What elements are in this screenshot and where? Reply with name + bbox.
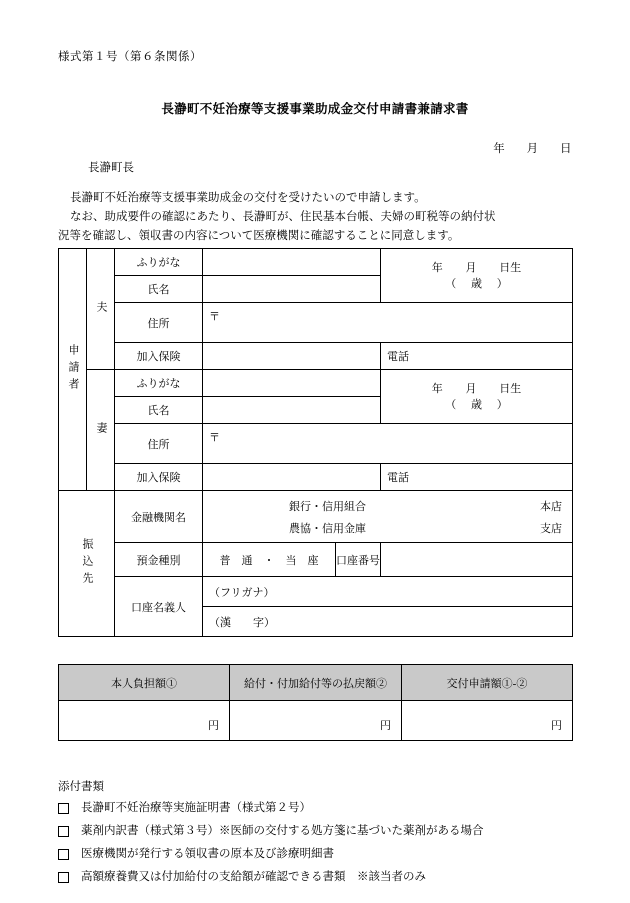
- attachment-label: 薬剤内訳書（様式第３号）※医師の交付する処方箋に基づいた薬剤がある場合: [81, 825, 484, 837]
- husband-address-field[interactable]: [203, 303, 573, 343]
- deposit-type-label: 預金種別: [115, 543, 203, 577]
- wife-insurance-field[interactable]: [203, 464, 381, 491]
- checkbox-icon[interactable]: [58, 803, 69, 814]
- wife-tel-label: 電話: [387, 472, 409, 484]
- table-row: [59, 577, 573, 607]
- form-number: 様式第１号（第６条関係）: [58, 51, 202, 63]
- amount-header-refund: 給付・付加給付等の払戻額②: [230, 665, 402, 701]
- husband-birth-month: 月: [465, 261, 477, 274]
- amount-value-self[interactable]: 円: [59, 701, 230, 741]
- paragraph-2: なお、助成要件の確認にあたり、長瀞町が、住民基本台帳、夫婦の町税等の納付状: [70, 211, 496, 223]
- deposit-type-cell[interactable]: [203, 543, 381, 577]
- intro-paragraphs: [58, 189, 573, 246]
- deposit-type-value[interactable]: 普 通 ・ 当 座: [203, 543, 336, 576]
- amount-value-refund[interactable]: 円: [230, 701, 402, 741]
- bank-type-1: 銀行・信用組合: [289, 500, 366, 513]
- paragraph-1: 長瀞町不妊治療等支援事業助成金の交付を受けたいので申請します。: [70, 192, 426, 204]
- date-line: [475, 140, 572, 156]
- wife-name-field[interactable]: [203, 397, 381, 424]
- amount-header-self: 本人負担額①: [59, 665, 230, 701]
- transfer-label-cell: [59, 491, 115, 637]
- husband-birth: [387, 260, 566, 292]
- table-row: [59, 491, 573, 543]
- bank-institution-label: 金融機関名: [115, 491, 203, 543]
- amount-table: [58, 664, 573, 741]
- account-holder-kanji-hint: （漢 字）: [209, 616, 275, 629]
- husband-furigana-label: ふりがな: [115, 249, 203, 276]
- wife-age-open: （: [445, 398, 457, 411]
- wife-birth: [387, 381, 566, 413]
- attachment-label: 高額療養費又は付加給付の支給額が確認できる書類 ※該当者のみ: [81, 871, 426, 883]
- wife-birth-day: 日生: [499, 382, 522, 395]
- husband-name-label: 氏名: [115, 276, 203, 303]
- account-holder-kanji-field[interactable]: [203, 607, 573, 637]
- account-holder-label: 口座名義人: [115, 577, 203, 637]
- wife-furigana-label: ふりがな: [115, 370, 203, 397]
- addressee: 長瀞町長: [88, 162, 134, 174]
- table-row: [59, 701, 573, 741]
- wife-name-label: 氏名: [115, 397, 203, 424]
- account-number-label: 口座番号: [336, 554, 380, 567]
- list-item[interactable]: [58, 800, 484, 816]
- husband-label: 夫: [95, 300, 107, 318]
- attachments-list: [58, 800, 484, 892]
- checkbox-icon[interactable]: [58, 826, 69, 837]
- husband-age: 歳: [471, 277, 482, 290]
- bank-institution-field[interactable]: [203, 491, 573, 543]
- account-number-field[interactable]: [381, 543, 573, 577]
- postal-mark-icon: 〒: [209, 311, 220, 323]
- husband-label-cell: [87, 249, 115, 370]
- transfer-label: 振込先: [81, 538, 93, 589]
- table-row: [59, 343, 573, 370]
- table-row: [59, 249, 573, 276]
- wife-label: 妻: [95, 421, 107, 439]
- list-item[interactable]: [58, 846, 484, 862]
- postal-mark-icon: 〒: [209, 432, 220, 444]
- wife-furigana-field[interactable]: [203, 370, 381, 397]
- husband-furigana-field[interactable]: [203, 249, 381, 276]
- wife-label-cell: [87, 370, 115, 491]
- attachment-label: 長瀞町不妊治療等実施証明書（様式第２号）: [81, 802, 311, 814]
- checkbox-icon[interactable]: [58, 872, 69, 883]
- paragraph-3: 況等を確認し、領収書の内容について医療機関に確認することに同意します。: [58, 230, 460, 242]
- husband-insurance-label: 加入保険: [115, 343, 203, 370]
- bank-branch-main: 本店: [540, 500, 562, 513]
- checkbox-icon[interactable]: [58, 849, 69, 860]
- date-month: 月: [526, 143, 539, 155]
- list-item[interactable]: [58, 869, 484, 885]
- amount-header-request: 交付申請額①-②: [402, 665, 573, 701]
- wife-address-field[interactable]: [203, 424, 573, 464]
- applicant-label-cell: [59, 249, 87, 491]
- amount-value-request[interactable]: 円: [402, 701, 573, 741]
- page-title: 長瀞町不妊治療等支援事業助成金交付申請書兼請求書: [161, 102, 469, 116]
- wife-age-close: ）: [496, 398, 508, 411]
- husband-birth-cell[interactable]: [381, 249, 573, 303]
- husband-age-close: ）: [496, 277, 508, 290]
- husband-birth-day: 日生: [499, 261, 522, 274]
- table-row: [59, 303, 573, 343]
- attachments-title: 添付書類: [58, 781, 104, 793]
- husband-tel-label: 電話: [387, 351, 409, 363]
- husband-birth-year: 年: [431, 261, 443, 274]
- attachment-label: 医療機関が発行する領収書の原本及び診療明細書: [81, 848, 334, 860]
- husband-address-label: 住所: [115, 303, 203, 343]
- bank-branch-sub: 支店: [540, 522, 562, 535]
- husband-insurance-field[interactable]: [203, 343, 381, 370]
- date-day: 日: [560, 143, 572, 155]
- list-item[interactable]: [58, 823, 484, 839]
- table-row: [59, 464, 573, 491]
- applicant-table: [58, 248, 573, 637]
- wife-address-label: 住所: [115, 424, 203, 464]
- wife-birth-cell[interactable]: [381, 370, 573, 424]
- account-holder-kana-hint: （フリガナ）: [209, 586, 275, 599]
- wife-age: 歳: [471, 398, 482, 411]
- wife-birth-month: 月: [465, 382, 477, 395]
- table-row: [59, 543, 573, 577]
- table-row: [59, 665, 573, 701]
- applicant-label: 申請者: [67, 344, 79, 395]
- account-holder-kana-field[interactable]: [203, 577, 573, 607]
- table-row: [59, 424, 573, 464]
- wife-birth-year: 年: [431, 382, 443, 395]
- husband-name-field[interactable]: [203, 276, 381, 303]
- husband-age-open: （: [445, 277, 457, 290]
- husband-tel-cell[interactable]: [381, 343, 573, 370]
- wife-insurance-label: 加入保険: [115, 464, 203, 491]
- bank-type-2: 農協・信用金庫: [289, 522, 366, 535]
- date-year: 年: [493, 143, 506, 155]
- table-row: [59, 370, 573, 397]
- wife-tel-cell[interactable]: [381, 464, 573, 491]
